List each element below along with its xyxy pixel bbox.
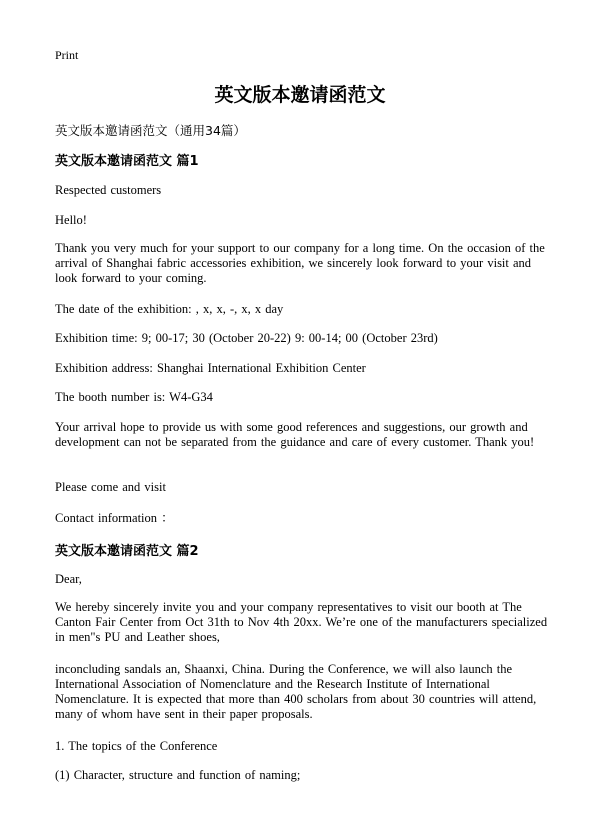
dear-line: Dear, [55, 572, 82, 586]
visit-invitation: Please come and visit [55, 480, 166, 494]
topic-item-1: (1) Character, structure and function of naming; [55, 768, 301, 782]
exhibition-date: The date of the exhibition: , x, x, -, x, x day [55, 302, 284, 316]
print-link[interactable]: Print [55, 48, 79, 62]
booth-number: The booth number is: W4-G34 [55, 390, 213, 404]
intro-paragraph: Thank you very much for your support to our company for a long time. On the occasion of the arrival of Shanghai fabric accessories exhibition, we sincerely look forward to your visit and look forward to your coming. [55, 241, 545, 285]
exhibition-address: Exhibition address: Shanghai International Exhibition Center [55, 361, 366, 375]
topics-heading: 1. The topics of the Conference [55, 739, 218, 753]
greeting-line: Respected customers [55, 183, 162, 197]
hello-line: Hello! [55, 213, 87, 227]
section-heading-1: 英文版本邀请函范文 篇1 [55, 154, 199, 169]
conference-paragraph: inconcluding sandals an, Shaanxi, China. During the Conference, we will also launch the International Association of Nomenclature and the Research Institute of International Nomenclature. It is expected that more than 400 scholars from about 30 countries will attend, many of whom have sent in their paper proposals. [55, 662, 537, 721]
section-heading-2: 英文版本邀请函范文 篇2 [55, 544, 199, 559]
invitation-paragraph: We hereby sincerely invite you and your company representatives to visit our booth at The Canton Fair Center from Oct 31th to Nov 4th 20xx. We’re one of the manufacturers specialized in men"s PU and Leather shoes, [55, 600, 548, 644]
contact-information: Contact information ： [55, 511, 174, 525]
page-title: 英文版本邀请函范文 [214, 84, 386, 106]
exhibition-time: Exhibition time: 9; 00-17; 30 (October 20-22) 9: 00-14; 00 (October 23rd) [55, 331, 438, 345]
closing-paragraph: Your arrival hope to provide us with some good references and suggestions, our growth and development can not be separated from the guidance and care of every customer. Thank you! [55, 420, 535, 449]
page-subtitle: 英文版本邀请函范文（通用34篇） [55, 123, 246, 138]
